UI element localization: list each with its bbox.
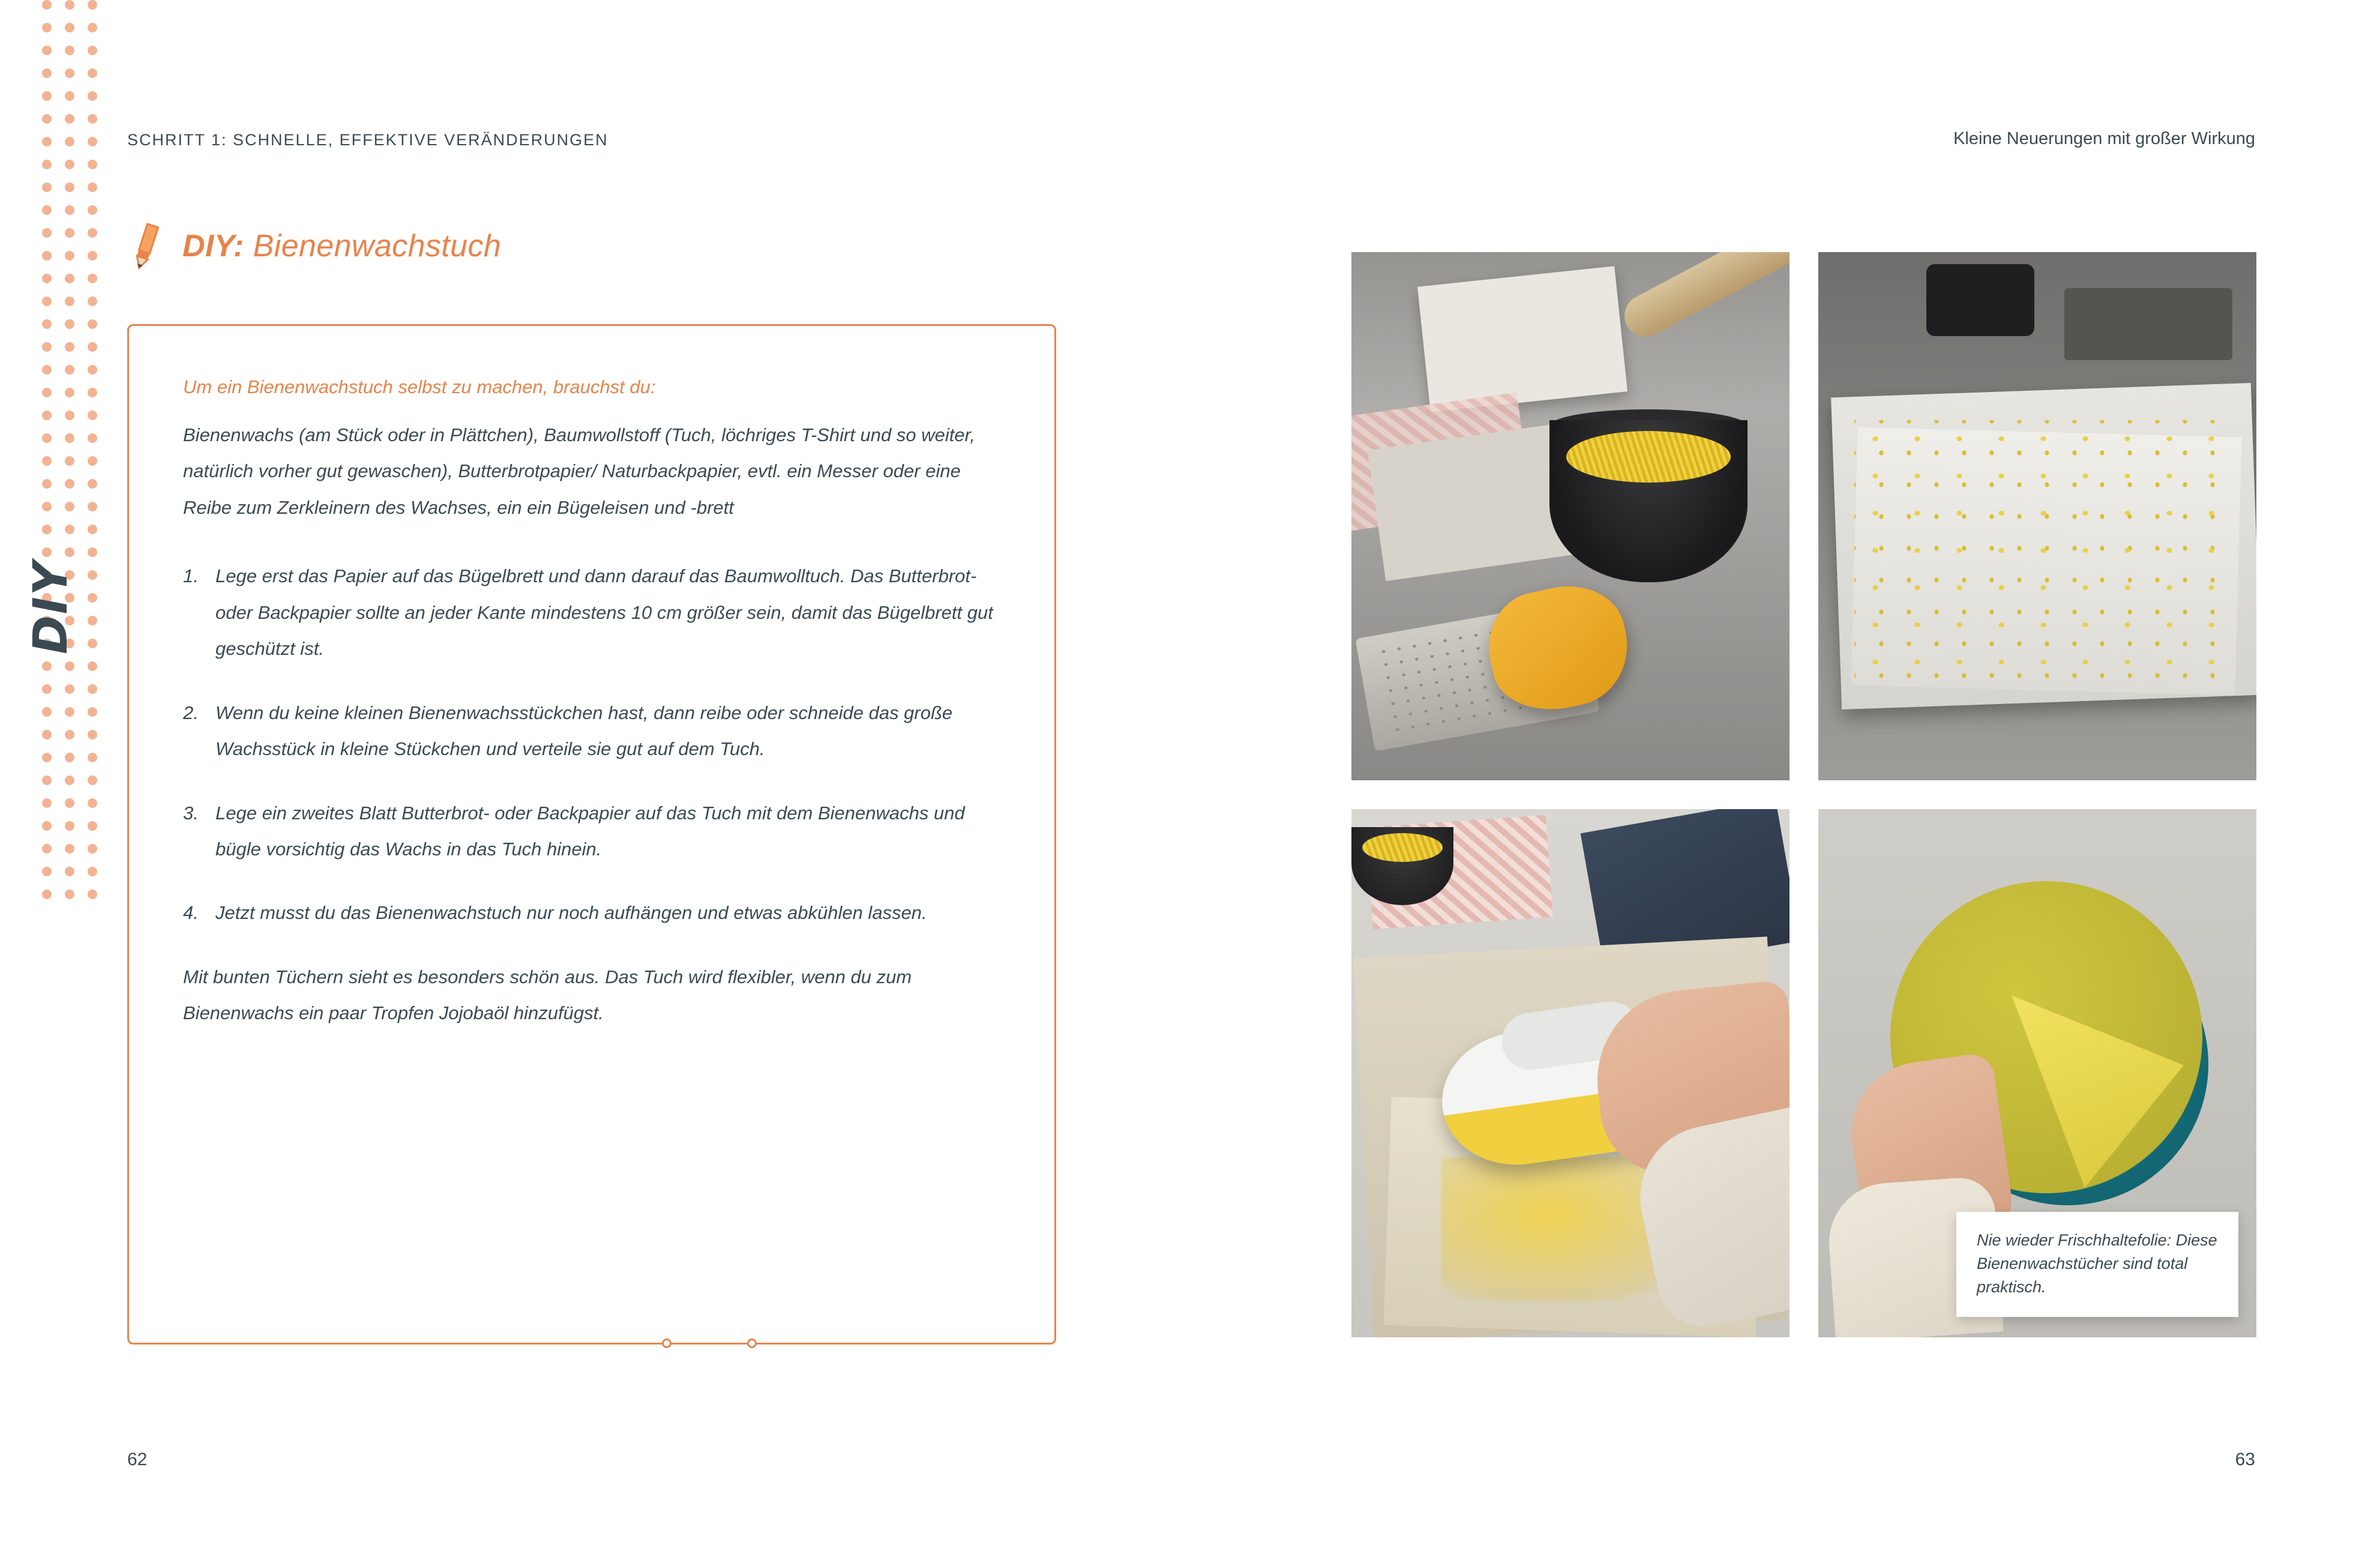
dot-row xyxy=(42,228,114,238)
decor-dot xyxy=(88,342,97,352)
decor-dot xyxy=(88,570,97,580)
decor-dot xyxy=(88,798,97,808)
decor-dot xyxy=(42,775,52,785)
decor-dot xyxy=(65,251,74,260)
photo-grid xyxy=(1351,252,2256,1357)
decor-dot xyxy=(88,890,97,899)
decor-dot xyxy=(88,91,97,101)
decor-dot xyxy=(42,411,52,420)
dot-row xyxy=(42,114,114,124)
step-text: Jetzt musst du das Bienenwachstuch nur noch aufhängen und etwas abkühlen lassen. xyxy=(215,902,927,924)
recipe-materials: Bienenwachs (am Stück oder in Plättchen), Baumwollstoff (Tuch, löchriges T-Shirt und so weiter, natürlich vorher gut gewaschen), Butterbrotpapier/ Naturbackpapier, evtl. ein Messer oder eine Reibe zum Zerkleinern des Wachses, ein ein Bügeleisen und -brett xyxy=(183,424,975,518)
decor-dot xyxy=(65,821,74,831)
decor-dot xyxy=(88,753,97,762)
decor-dot xyxy=(42,182,52,192)
photo-caption xyxy=(1956,1212,2238,1317)
dot-row xyxy=(42,23,114,32)
decor-dot xyxy=(42,798,52,808)
decor-dot xyxy=(42,205,52,215)
photo-grater-and-bowl xyxy=(1351,252,1790,780)
decor-dot xyxy=(65,68,74,78)
dot-row xyxy=(42,707,114,717)
recipe-intro: Um ein Bienenwachstuch selbst zu machen, brauchst du: xyxy=(183,376,656,397)
decor-dot xyxy=(88,68,97,78)
photo-shavings-on-parchment xyxy=(1818,252,2256,780)
recipe-step xyxy=(183,695,1000,768)
dot-row xyxy=(42,68,114,78)
decor-dot xyxy=(88,23,97,32)
dot-row xyxy=(42,456,114,466)
photo-finished-cloth xyxy=(1818,809,2256,1337)
decor-dot xyxy=(42,684,52,694)
dot-row xyxy=(42,297,114,306)
decor-dot xyxy=(65,844,74,854)
decor-dot xyxy=(88,114,97,124)
decor-dot xyxy=(42,297,52,306)
step-number: 2. xyxy=(183,702,199,723)
step-number: 3. xyxy=(183,802,199,824)
page-number-right: 63 xyxy=(2235,1450,2255,1469)
decor-dot xyxy=(65,661,74,671)
decor-dot xyxy=(65,388,74,397)
decor-dot xyxy=(42,433,52,443)
decor-dot xyxy=(65,137,74,146)
decor-dot xyxy=(42,228,52,238)
decor-dot xyxy=(65,456,74,466)
decor-dot xyxy=(88,639,97,648)
decor-dot xyxy=(88,46,97,55)
decor-dot xyxy=(88,0,97,10)
decor-dot xyxy=(88,456,97,466)
decor-dot xyxy=(65,319,74,329)
dot-row xyxy=(42,730,114,739)
running-head-left: SCHRITT 1: SCHNELLE, EFFEKTIVE VERÄNDERUNGEN xyxy=(127,131,609,149)
decor-dot xyxy=(88,616,97,625)
dot-row xyxy=(42,661,114,671)
diy-title-prefix: DIY: xyxy=(182,229,244,264)
decor-dot xyxy=(88,844,97,854)
dot-row xyxy=(42,91,114,101)
diy-title-main: Bienenwachstuch xyxy=(253,229,502,264)
decor-dot xyxy=(65,0,74,10)
decor-dot xyxy=(88,821,97,831)
decor-dot xyxy=(42,68,52,78)
decor-dot xyxy=(65,365,74,375)
decor-dot xyxy=(65,411,74,420)
decor-dot xyxy=(88,228,97,238)
decor-dot xyxy=(88,274,97,283)
decor-dot xyxy=(42,319,52,329)
decor-dot xyxy=(65,342,74,352)
decor-dot xyxy=(65,297,74,306)
decor-dot xyxy=(65,867,74,876)
page-number-left: 62 xyxy=(127,1450,148,1469)
decor-dot xyxy=(42,342,52,352)
dot-row xyxy=(42,182,114,192)
dot-row xyxy=(42,684,114,694)
decor-dot xyxy=(42,821,52,831)
dot-row xyxy=(42,342,114,352)
decor-dot xyxy=(88,525,97,534)
dot-row xyxy=(42,137,114,146)
decor-dot xyxy=(65,707,74,717)
dot-row xyxy=(42,798,114,808)
decor-dot xyxy=(42,479,52,489)
decor-dot xyxy=(88,547,97,557)
decor-dot xyxy=(42,753,52,762)
decor-dot xyxy=(42,707,52,717)
decor-dot xyxy=(42,456,52,466)
dot-row xyxy=(42,365,114,375)
dot-row xyxy=(42,0,114,10)
dot-row xyxy=(42,160,114,169)
dot-row xyxy=(42,205,114,215)
decor-dot xyxy=(42,91,52,101)
decor-dot xyxy=(65,798,74,808)
dot-row xyxy=(42,433,114,443)
vertical-section-label: DIY xyxy=(24,560,78,654)
step-text: Wenn du keine kleinen Bienenwachsstückchen hast, dann reibe oder schneide das große Wachsstück in kleine Stückchen und verteile sie gut auf dem Tuch. xyxy=(215,702,953,760)
box-decor-dot-left xyxy=(662,1339,672,1348)
step-number: 1. xyxy=(183,565,199,587)
decor-dot xyxy=(42,114,52,124)
decor-dot xyxy=(65,182,74,192)
decor-dot xyxy=(42,867,52,876)
decor-dot xyxy=(88,319,97,329)
diy-title xyxy=(127,222,501,270)
dot-row xyxy=(42,46,114,55)
step-text: Lege ein zweites Blatt Butterbrot- oder Backpapier auf das Tuch mit dem Bienenwachs und bügle vorsichtig das Wachs in das Tuch hinein. xyxy=(215,802,965,860)
decor-dot xyxy=(88,661,97,671)
decor-dot xyxy=(65,433,74,443)
decor-dot xyxy=(88,684,97,694)
recipe-step xyxy=(183,795,1000,868)
dot-row xyxy=(42,753,114,762)
decor-dot xyxy=(42,730,52,739)
decor-dot xyxy=(88,251,97,260)
decor-dot xyxy=(88,775,97,785)
recipe-outro: Mit bunten Tüchern sieht es besonders schön aus. Das Tuch wird flexibler, wenn du zum Bienenwachs ein paar Tropfen Jojobaöl hinzufügst. xyxy=(183,966,912,1024)
decor-dot xyxy=(42,23,52,32)
dot-row xyxy=(42,274,114,283)
decor-dot xyxy=(65,46,74,55)
decor-dot xyxy=(65,160,74,169)
dot-row xyxy=(42,867,114,876)
decor-dot xyxy=(88,297,97,306)
decor-dot xyxy=(42,890,52,899)
decor-dot xyxy=(42,844,52,854)
decor-dot xyxy=(42,251,52,260)
recipe-step xyxy=(183,895,1000,931)
pencil-icon xyxy=(127,222,164,270)
decor-dot xyxy=(88,388,97,397)
decor-dot xyxy=(88,137,97,146)
decor-dot xyxy=(65,684,74,694)
decorative-dot-column xyxy=(42,0,114,918)
decor-dot xyxy=(42,0,52,10)
dot-row xyxy=(42,388,114,397)
dot-row xyxy=(42,411,114,420)
decor-dot xyxy=(42,274,52,283)
decor-dot xyxy=(88,707,97,717)
decor-dot xyxy=(65,775,74,785)
running-head-right: Kleine Neuerungen mit großer Wirkung xyxy=(1953,129,2255,148)
dot-row xyxy=(42,775,114,785)
decor-dot xyxy=(65,91,74,101)
decor-dot xyxy=(65,114,74,124)
decor-dot xyxy=(88,205,97,215)
dot-row xyxy=(42,479,114,489)
decor-dot xyxy=(42,661,52,671)
decor-dot xyxy=(65,730,74,739)
recipe-box xyxy=(127,324,1056,1345)
photo-ironing-wax xyxy=(1351,809,1790,1337)
decor-dot xyxy=(42,365,52,375)
decor-dot xyxy=(88,433,97,443)
decor-dot xyxy=(88,593,97,603)
diy-title-text xyxy=(182,228,501,264)
step-text: Lege erst das Papier auf das Bügelbrett und dann darauf das Baumwolltuch. Das Butterbrot- oder Backpapier sollte an jeder Kante mindestens 10 cm größer sein, damit das Bügelbrett gut geschützt ist. xyxy=(215,565,993,660)
decor-dot xyxy=(42,46,52,55)
photo-caption-text: Nie wieder Frischhaltefolie: Diese Bienenwachstücher sind total praktisch. xyxy=(1977,1230,2217,1296)
box-decor-dot-right xyxy=(747,1339,757,1348)
decor-dot xyxy=(42,388,52,397)
decor-dot xyxy=(65,228,74,238)
dot-row xyxy=(42,251,114,260)
decor-dot xyxy=(65,890,74,899)
decor-dot xyxy=(65,753,74,762)
decor-dot xyxy=(65,205,74,215)
dot-row xyxy=(42,890,114,899)
decor-dot xyxy=(42,160,52,169)
step-number: 4. xyxy=(183,902,199,924)
decor-dot xyxy=(88,365,97,375)
decor-dot xyxy=(88,160,97,169)
decor-dot xyxy=(88,411,97,420)
dot-row xyxy=(42,821,114,831)
decor-dot xyxy=(65,274,74,283)
decor-dot xyxy=(88,730,97,739)
decor-dot xyxy=(88,867,97,876)
dot-row xyxy=(42,844,114,854)
decor-dot xyxy=(65,479,74,489)
recipe-step xyxy=(183,558,1000,667)
decor-dot xyxy=(88,502,97,511)
dot-row xyxy=(42,319,114,329)
decor-dot xyxy=(88,479,97,489)
decor-dot xyxy=(65,23,74,32)
decor-dot xyxy=(88,182,97,192)
decor-dot xyxy=(42,137,52,146)
